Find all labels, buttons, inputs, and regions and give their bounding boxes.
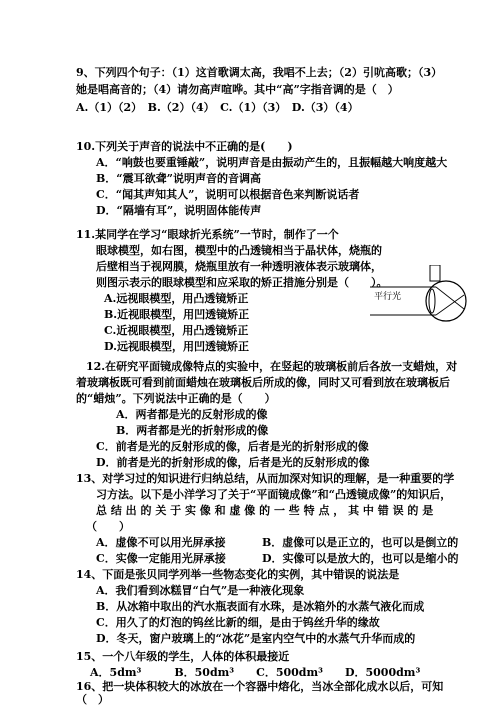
eye-model-figure (360, 265, 470, 335)
q16-line2: （ ） (76, 693, 109, 706)
parallel-light-label: 平行光 (374, 292, 402, 302)
q12-line2: 着玻璃板既可看到前面蜡烛在玻璃板后所成的像，同时又可看到放在玻璃板后 (76, 376, 450, 389)
q13-line1: 13、对学习过的知识进行归纳总结，从而加深对知识的理解，是一种重要的学 (76, 472, 455, 485)
q13-option-b: B．虚像可以是正立的，也可以是倒立的 (262, 536, 459, 549)
q13-line2: 习方法。以下是小洋学习了关于“平面镜成像”和“凸透镜成像”的知识后， (96, 488, 452, 501)
q14-option-a: A．我们看到冰糕冒“白气”是一种液化现象 (96, 584, 305, 597)
q16-line1: 16、把一块体积较大的冰放在一个容器中熔化，当冰全部化成水以后，可知 (76, 680, 444, 693)
q14-option-c: C．用久了的灯泡的钨丝比新的细，是由于钨丝升华的缘故 (96, 616, 380, 629)
q10-option-b: B．“震耳欲聋”说明声音的音调高 (96, 172, 261, 185)
q11-line3: 后壁相当于视网膜，烧瓶里放有一种透明液体表示玻璃体， (96, 260, 382, 273)
q12-line3: 的“蜡烛”。下列说法中正确的是（ ） (76, 392, 276, 405)
q13-option-a: A．虚像不可以用光屏承接 (96, 536, 226, 549)
q14-option-d: D．冬天，窗户玻璃上的“冰花”是室内空气中的水蒸气升华而成的 (96, 632, 416, 645)
q14-option-b: B．从冰箱中取出的汽水瓶表面有水珠，是冰箱外的水蒸气液化而成 (96, 600, 425, 613)
q13-line4: （ ） (86, 520, 130, 533)
q10-option-d: D．“隔墙有耳”，说明固体能传声 (96, 204, 262, 217)
q13-option-d: D．实像可以是放大的，也可以是缩小的 (262, 552, 459, 565)
q11-option-d: D.远视眼模型，用凹透镜矫正 (104, 340, 249, 353)
q15-stem: 15、一个八年级的学生，人体的体积最接近 (76, 650, 290, 663)
q11-option-a: A.远视眼模型，用凸透镜矫正 (104, 292, 249, 305)
q11-line2: 眼球模型，如右图，模型中的凸透镜相当于晶状体，烧瓶的 (96, 244, 382, 257)
q9-line2: 她是唱高音的；（4）请勿高声喧哗。其中“高”字指音调的是（ ） (76, 83, 399, 96)
q12-line1: 12.在研究平面镜成像特点的实验中，在竖起的玻璃板前后各放一支蜡烛，对 (86, 360, 458, 373)
q10-option-c: C．“闻其声知其人”，说明可以根据音色来判断说话者 (96, 188, 360, 201)
q12-option-a: A．两者都是光的反射形成的像 (116, 408, 268, 421)
q12-option-b: B．两者都是光的折射形成的像 (116, 424, 269, 437)
q11-option-c: C.近视眼模型，用凸透镜矫正 (104, 324, 249, 337)
q12-option-d: D．前者是光的折射形成的像，后者是光的反射形成的像 (96, 456, 370, 469)
q13-line3: 总 结 出 的 关 于 实 像 和 虚 像 的 一 些 特 点 ， 其 中 错 误 的 是 (96, 504, 434, 517)
q11-line4: 则图示表示的眼球模型和应采取的矫正措施分别是（ ）。 (96, 276, 388, 289)
q10-option-a: A．“响鼓也要重锤敲”，说明声音是由振动产生的，且振幅越大响度越大 (96, 156, 448, 169)
q11-option-b: B.近视眼模型，用凹透镜矫正 (104, 308, 250, 321)
q13-option-c: C．实像一定能用光屏承接 (96, 552, 226, 565)
q9-line1: 9、下列四个句子：（1）这首歌调太高，我唱不上去；（2）引吭高歌；（3） (76, 66, 443, 79)
q11-line1: 11.某同学在学习“眼球折光系统”一节时，制作了一个 (76, 228, 339, 241)
q12-option-c: C．前者是光的反射形成的像，后者是光的折射形成的像 (96, 440, 369, 453)
q15-options: A．5dm³ B．50dm³ C．500dm³ D．5000dm³ (90, 666, 421, 679)
q14-stem: 14、下面是张贝同学列举一些物态变化的实例，其中错误的说法是 (76, 568, 400, 581)
q9-options: A.（1）（2） B.（2）（4） C.（1）（3） D.（3）（4） (76, 101, 359, 114)
q10-stem: 10.下列关于声音的说法中不正确的是( ) (76, 140, 293, 153)
